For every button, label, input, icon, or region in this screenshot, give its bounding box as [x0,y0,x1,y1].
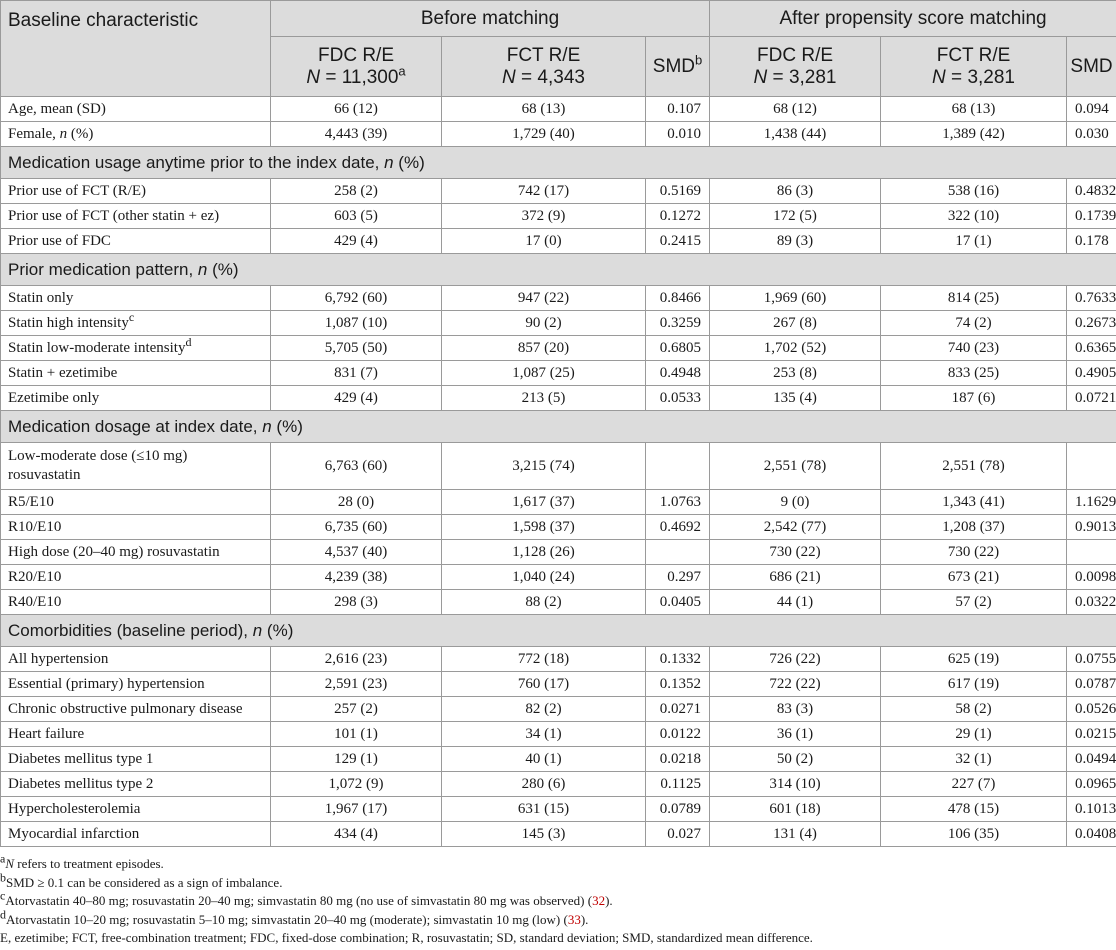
before-smd-cell: 0.1125 [646,772,710,797]
before-smd-cell [646,443,710,490]
after-fdc-cell: 2,551 (78) [710,443,881,490]
after-smd-cell: 0.0787 [1067,672,1116,697]
row-label: Statin only [1,286,271,311]
table-row [1,672,1116,697]
after-fdc-cell: 686 (21) [710,565,881,590]
after-smd-cell: 0.0408 [1067,822,1116,847]
after-fct-label: FCT R/E [936,44,1011,66]
row-label: Essential (primary) hypertension [1,672,271,697]
table-row [1,286,1116,311]
table-row [1,490,1116,515]
before-fct-cell: 68 (13) [442,97,646,122]
row-label: Chronic obstructive pulmonary disease [1,697,271,722]
before-fdc-label: FDC R/E [318,44,394,66]
before-fdc-n: N = 11,300$^a$ [306,63,406,88]
before-fdc-cell: 4,443 (39) [271,122,442,147]
after-fdc-cell: 726 (22) [710,647,881,672]
after-fct-cell: 187 (6) [881,386,1067,411]
row-label: High dose (20–40 mg) rosuvastatin [1,540,271,565]
table-row [1,515,1116,540]
before-smd-cell: 0.6805 [646,336,710,361]
table-row [1,697,1116,722]
row-label: Low-moderate dose (≤10 mg) rosuvastatin [1,443,271,490]
after-fdc-cell: 1,969 (60) [710,286,881,311]
after-fdc-cell: 89 (3) [710,229,881,254]
after-fct-cell: 673 (21) [881,565,1067,590]
before-smd-cell: 0.010 [646,122,710,147]
before-smd-cell: 0.107 [646,97,710,122]
table-row [1,565,1116,590]
row-label: Heart failure [1,722,271,747]
section-title: Medication dosage at index date, n (%) [1,411,1116,443]
before-fct-cell: 857 (20) [442,336,646,361]
before-fct-cell: 88 (2) [442,590,646,615]
row-label: Ezetimibe only [1,386,271,411]
footnote-b: $^b$SMD ≥ 0.1 can be considered as a sign of imbalance. [0,870,283,890]
before-fct-cell: 760 (17) [442,672,646,697]
after-fct-cell: 227 (7) [881,772,1067,797]
after-fdc-cell: 86 (3) [710,179,881,204]
after-matching-header: After propensity score matching [710,1,1116,37]
after-fct-cell: 29 (1) [881,722,1067,747]
before-smd-cell: 0.5169 [646,179,710,204]
before-smd-cell: 0.1332 [646,647,710,672]
after-fct-cell: 814 (25) [881,286,1067,311]
before-smd-cell: 0.027 [646,822,710,847]
after-smd-cell: 0.1739 [1067,204,1116,229]
row-label: Prior use of FDC [1,229,271,254]
row-label: Statin + ezetimibe [1,361,271,386]
after-smd-cell: 0.6365 [1067,336,1116,361]
after-fdc-cell: 44 (1) [710,590,881,615]
section-title: Medication usage anytime prior to the index date, n (%) [1,147,1116,179]
before-fct-cell: 90 (2) [442,311,646,336]
before-fdc-cell: 2,616 (23) [271,647,442,672]
before-fct-header [442,37,646,97]
table-row [1,204,1116,229]
before-fct-cell: 372 (9) [442,204,646,229]
after-fct-cell: 625 (19) [881,647,1067,672]
section-title: Comorbidities (baseline period), n (%) [1,615,1116,647]
before-fdc-cell: 603 (5) [271,204,442,229]
before-smd-cell: 0.1272 [646,204,710,229]
before-fdc-cell: 257 (2) [271,697,442,722]
after-smd-cell: 0.2673 [1067,311,1116,336]
after-fdc-cell: 131 (4) [710,822,881,847]
after-smd-cell: 0.0322 [1067,590,1116,615]
before-fct-cell: 17 (0) [442,229,646,254]
before-fct-cell: 34 (1) [442,722,646,747]
before-fct-cell: 1,128 (26) [442,540,646,565]
after-fdc-cell: 83 (3) [710,697,881,722]
row-label: R40/E10 [1,590,271,615]
after-smd-cell: 1.1629 [1067,490,1116,515]
row-label: Diabetes mellitus type 1 [1,747,271,772]
row-label: All hypertension [1,647,271,672]
before-matching-header: Before matching [271,1,710,37]
table-row [1,540,1116,565]
row-label: Statin low-moderate intensity$^d$ [1,336,271,361]
after-fct-cell: 2,551 (78) [881,443,1067,490]
table-footnotes [0,847,1116,948]
table-row [1,772,1116,797]
after-fdc-n: N = 3,281 [753,66,837,88]
before-smd-cell: 0.0533 [646,386,710,411]
after-smd-cell: 0.0215 [1067,722,1116,747]
after-fct-cell: 32 (1) [881,747,1067,772]
before-fct-cell: 1,040 (24) [442,565,646,590]
after-fct-cell: 57 (2) [881,590,1067,615]
after-smd-cell: 0.0494 [1067,747,1116,772]
before-smd-cell: 0.4692 [646,515,710,540]
table-row [1,229,1116,254]
before-smd-cell: 0.0218 [646,747,710,772]
before-smd-cell: 0.1352 [646,672,710,697]
before-fdc-cell: 6,735 (60) [271,515,442,540]
table-row [1,179,1116,204]
before-fdc-cell: 66 (12) [271,97,442,122]
after-smd-cell: 0.4832 [1067,179,1116,204]
after-fct-cell: 730 (22) [881,540,1067,565]
after-fdc-cell: 267 (8) [710,311,881,336]
before-smd-header: SMD$^b$ [646,37,710,97]
row-label: Diabetes mellitus type 2 [1,772,271,797]
before-fct-n: N = 4,343 [502,66,585,88]
before-smd-cell: 0.0271 [646,697,710,722]
table-header-row-1 [1,1,1116,37]
before-fct-cell: 742 (17) [442,179,646,204]
table-row [1,747,1116,772]
after-fct-cell: 538 (16) [881,179,1067,204]
before-fct-cell: 1,617 (37) [442,490,646,515]
table-row [1,822,1116,847]
row-label: Myocardial infarction [1,822,271,847]
after-smd-cell: 0.7633 [1067,286,1116,311]
after-smd-cell: 0.0965 [1067,772,1116,797]
table-body [1,97,1116,847]
before-smd-cell: 0.2415 [646,229,710,254]
before-fct-cell: 947 (22) [442,286,646,311]
after-smd-cell: 0.0526 [1067,697,1116,722]
section-title: Prior medication pattern, n (%) [1,254,1116,286]
after-fdc-cell: 722 (22) [710,672,881,697]
row-label: Female, n (%) [1,122,271,147]
before-fdc-cell: 831 (7) [271,361,442,386]
table-row [1,797,1116,822]
after-smd-cell: 0.0755 [1067,647,1116,672]
before-smd-cell: 0.297 [646,565,710,590]
before-fdc-cell: 1,072 (9) [271,772,442,797]
before-fdc-cell: 429 (4) [271,229,442,254]
after-fct-cell: 58 (2) [881,697,1067,722]
after-fdc-cell: 314 (10) [710,772,881,797]
table-row [1,311,1116,336]
before-smd-cell: 0.0405 [646,590,710,615]
before-fdc-cell: 298 (3) [271,590,442,615]
table-row [1,590,1116,615]
section-header-row [1,254,1116,286]
before-fdc-cell: 6,763 (60) [271,443,442,490]
before-smd-cell [646,540,710,565]
before-fdc-cell: 129 (1) [271,747,442,772]
after-fct-n: N = 3,281 [932,66,1015,88]
after-fct-cell: 1,389 (42) [881,122,1067,147]
after-fct-cell: 740 (23) [881,336,1067,361]
after-smd-header: SMD [1067,37,1116,97]
after-fdc-cell: 135 (4) [710,386,881,411]
before-fdc-cell: 258 (2) [271,179,442,204]
after-fct-cell: 68 (13) [881,97,1067,122]
after-fct-cell: 1,343 (41) [881,490,1067,515]
before-smd-cell: 0.4948 [646,361,710,386]
before-fct-cell: 82 (2) [442,697,646,722]
before-fdc-cell: 1,087 (10) [271,311,442,336]
before-fdc-cell: 434 (4) [271,822,442,847]
row-label: R10/E10 [1,515,271,540]
before-fct-cell: 1,729 (40) [442,122,646,147]
after-fdc-cell: 9 (0) [710,490,881,515]
before-fct-label: FCT R/E [506,44,581,66]
after-fct-cell: 478 (15) [881,797,1067,822]
table-row [1,361,1116,386]
before-smd-cell: 0.8466 [646,286,710,311]
before-fct-cell: 1,598 (37) [442,515,646,540]
after-smd-cell: 0.178 [1067,229,1116,254]
before-fdc-cell: 429 (4) [271,386,442,411]
table-row [1,722,1116,747]
before-fct-cell: 1,087 (25) [442,361,646,386]
after-fdc-cell: 172 (5) [710,204,881,229]
row-label: Statin high intensity$^c$ [1,311,271,336]
after-fdc-cell: 2,542 (77) [710,515,881,540]
reference-link-32[interactable]: 32 [592,893,606,909]
before-fdc-cell: 101 (1) [271,722,442,747]
after-fdc-label: FDC R/E [757,44,834,66]
before-fdc-header [271,37,442,97]
section-header-row [1,411,1116,443]
after-smd-cell: 0.0721 [1067,386,1116,411]
before-fct-cell: 145 (3) [442,822,646,847]
after-fdc-cell: 50 (2) [710,747,881,772]
section-header-row [1,147,1116,179]
table-row [1,443,1116,490]
after-fdc-cell: 601 (18) [710,797,881,822]
table-row [1,336,1116,361]
before-fdc-cell: 2,591 (23) [271,672,442,697]
before-fdc-cell: 6,792 (60) [271,286,442,311]
after-fdc-cell: 68 (12) [710,97,881,122]
before-fct-cell: 3,215 (74) [442,443,646,490]
row-label: Prior use of FCT (R/E) [1,179,271,204]
after-fct-cell: 833 (25) [881,361,1067,386]
after-smd-cell [1067,540,1116,565]
baseline-characteristic-header: Baseline characteristic [1,1,271,97]
before-fdc-cell: 1,967 (17) [271,797,442,822]
after-fct-cell: 17 (1) [881,229,1067,254]
after-fct-header [881,37,1067,97]
row-label: R20/E10 [1,565,271,590]
before-smd-cell: 0.3259 [646,311,710,336]
before-fct-cell: 631 (15) [442,797,646,822]
footnote-c: $^c$Atorvastatin 40–80 mg; rosuvastatin 20–40 mg; simvastatin 80 mg (no use of simvastatin 80 mg was observed) (32). [0,888,613,909]
table-row [1,386,1116,411]
before-smd-cell: 0.0789 [646,797,710,822]
before-fct-cell: 772 (18) [442,647,646,672]
after-fdc-cell: 253 (8) [710,361,881,386]
table-row [1,122,1116,147]
after-fct-cell: 322 (10) [881,204,1067,229]
footnote-d: $^d$Atorvastatin 10–20 mg; rosuvastatin 5–10 mg; simvastatin 20–40 mg (moderate); simvastatin 10 mg (low) (33). [0,907,589,927]
before-fdc-cell: 28 (0) [271,490,442,515]
after-fdc-cell: 1,438 (44) [710,122,881,147]
after-fct-cell: 617 (19) [881,672,1067,697]
row-label: Prior use of FCT (other statin + ez) [1,204,271,229]
after-fdc-cell: 1,702 (52) [710,336,881,361]
footnote-abbreviations: E, ezetimibe; FCT, free-combination treatment; FDC, fixed-dose combination; R, rosuvastatin; SD, standard deviation; SMD, standardized mean difference. [0,930,813,946]
before-fct-cell: 40 (1) [442,747,646,772]
after-fct-cell: 106 (35) [881,822,1067,847]
after-smd-cell: 0.094 [1067,97,1116,122]
row-label: Age, mean (SD) [1,97,271,122]
before-fct-cell: 213 (5) [442,386,646,411]
after-smd-cell: 0.030 [1067,122,1116,147]
before-fct-cell: 280 (6) [442,772,646,797]
after-fct-cell: 1,208 (37) [881,515,1067,540]
after-fdc-header [710,37,881,97]
before-fdc-cell: 4,537 (40) [271,540,442,565]
before-fdc-cell: 4,239 (38) [271,565,442,590]
after-fdc-cell: 36 (1) [710,722,881,747]
after-fct-cell: 74 (2) [881,311,1067,336]
reference-link-33[interactable]: 33 [567,911,581,927]
after-smd-cell [1067,443,1116,490]
after-smd-cell: 0.0098 [1067,565,1116,590]
row-label: Hypercholesterolemia [1,797,271,822]
after-smd-cell: 0.9013 [1067,515,1116,540]
after-smd-cell: 0.1013 [1067,797,1116,822]
table-row [1,97,1116,122]
before-fdc-cell: 5,705 (50) [271,336,442,361]
row-label: R5/E10 [1,490,271,515]
section-header-row [1,615,1116,647]
before-smd-cell: 1.0763 [646,490,710,515]
table-row [1,647,1116,672]
footnote-a: $^a$N refers to treatment episodes. [0,851,164,871]
before-smd-cell: 0.0122 [646,722,710,747]
after-smd-cell: 0.4905 [1067,361,1116,386]
after-fdc-cell: 730 (22) [710,540,881,565]
